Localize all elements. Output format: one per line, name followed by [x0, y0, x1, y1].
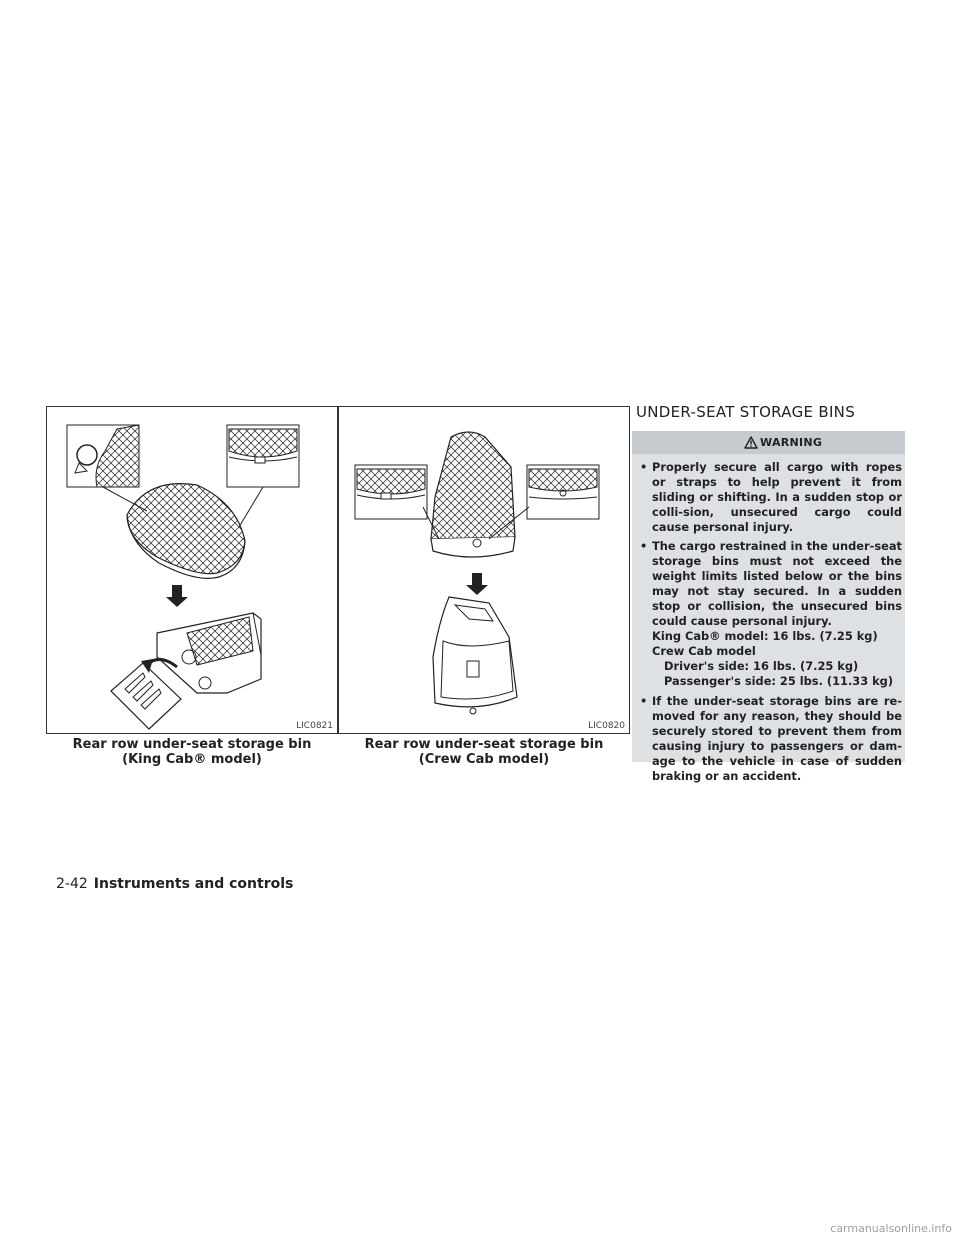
figure-crew-cab — [338, 406, 630, 734]
figure-code: LIC0820 — [588, 721, 625, 731]
warning-item-1 — [640, 460, 902, 535]
limit-driver-side: Driver's side: 16 lbs. (7.25 kg) — [664, 659, 859, 673]
figure-code: LIC0821 — [296, 721, 333, 731]
warning-item-3 — [640, 694, 902, 784]
warning-item-text: If the under-seat storage bins are re-moved for any reason, they should be securely stored to prevent them from causing injury to passengers or dam-age to the vehicle in case of sudden braking or an accident. — [652, 694, 902, 783]
king-cab-bin-illustration — [47, 407, 337, 733]
warning-icon — [744, 436, 758, 449]
figure-caption-crew-cab: Rear row under-seat storage bin (Crew Cab model) — [364, 737, 604, 767]
limit-crew-cab-heading: Crew Cab model — [652, 644, 756, 658]
warning-item-2 — [640, 539, 902, 689]
bullet: • — [640, 694, 648, 708]
warning-header — [632, 431, 905, 454]
footer-section-name: Instruments and controls — [93, 876, 294, 892]
crew-cab-bin-illustration — [339, 407, 629, 733]
figure-king-cab — [46, 406, 338, 734]
watermark: carmanualsonline.info — [830, 1222, 952, 1235]
warning-label: WARNING — [760, 436, 823, 449]
warning-item-text: Properly secure all cargo with ropes or straps to help prevent it from sliding or shifting. In a sudden stop or colli-sion, unsecured cargo could cause personal injury. — [652, 460, 902, 534]
page-footer — [56, 876, 293, 892]
page-number: 2-42 — [56, 876, 88, 892]
limit-king-cab: King Cab® model: 16 lbs. (7.25 kg) — [652, 629, 878, 643]
bullet: • — [640, 460, 648, 474]
limit-passenger-side: Passenger's side: 25 lbs. (11.33 kg) — [664, 674, 894, 688]
bullet: • — [640, 539, 648, 553]
figure-caption-king-cab: Rear row under-seat storage bin (King Cab® model) — [72, 737, 312, 767]
warning-item-text: The cargo restrained in the under-seat storage bins must not exceed the weight limits listed below or the bins may not stay secured. In a sudden stop or collision, the unsecured bins could cause personal injury. — [652, 539, 902, 628]
section-title: UNDER-SEAT STORAGE BINS — [636, 403, 856, 421]
warning-box — [632, 431, 905, 783]
